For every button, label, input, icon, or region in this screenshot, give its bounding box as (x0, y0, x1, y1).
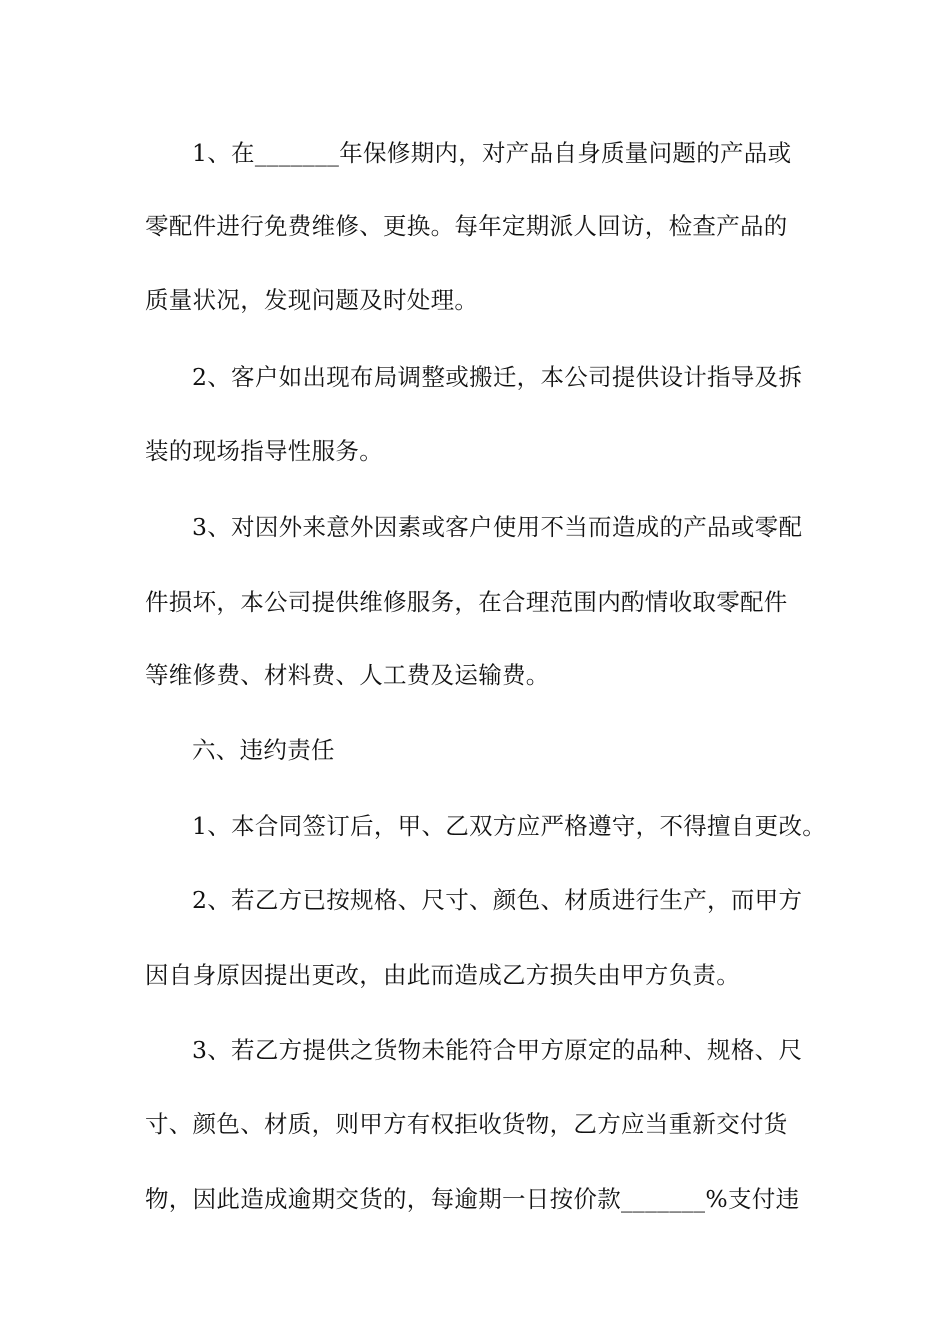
paragraph-line: 等维修费、材料费、人工费及运输费。 (145, 661, 550, 689)
paragraph-line: 2、客户如出现布局调整或搬迁，本公司提供设计指导及拆 (192, 363, 803, 391)
paragraph-line: 质量状况，发现问题及时处理。 (145, 286, 479, 314)
paragraph-line: 3、若乙方提供之货物未能符合甲方原定的品种、规格、尺 (192, 1036, 803, 1064)
paragraph-line: 物，因此造成逾期交货的，每逾期一日按价款_______%支付违 (145, 1185, 800, 1213)
paragraph-line: 因自身原因提出更改，由此而造成乙方损失由甲方负责。 (145, 961, 740, 989)
paragraph-line: 装的现场指导性服务。 (145, 437, 383, 465)
paragraph-line: 零配件进行免费维修、更换。每年定期派人回访，检查产品的 (145, 212, 788, 240)
paragraph-line: 寸、颜色、材质，则甲方有权拒收货物，乙方应当重新交付货 (145, 1110, 788, 1138)
paragraph-line: 1、在_______年保修期内，对产品自身质量问题的产品或 (192, 139, 792, 167)
paragraph-line: 2、若乙方已按规格、尺寸、颜色、材质进行生产，而甲方 (192, 886, 803, 914)
paragraph-line: 件损坏，本公司提供维修服务，在合理范围内酌情收取零配件 (145, 588, 788, 616)
paragraph-line: 1、本合同签订后，甲、乙双方应严格遵守，不得擅自更改。 (192, 812, 827, 840)
section-heading: 六、违约责任 (192, 736, 335, 764)
paragraph-line: 3、对因外来意外因素或客户使用不当而造成的产品或零配 (192, 513, 803, 541)
